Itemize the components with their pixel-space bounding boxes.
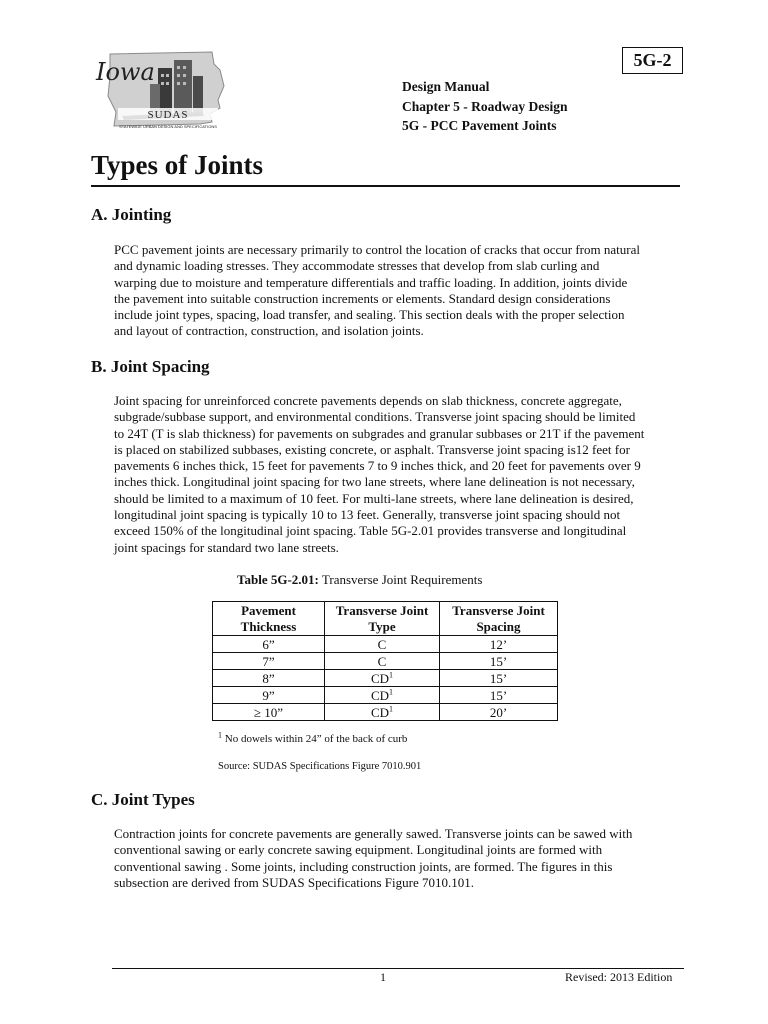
logo-name: SUDAS — [147, 109, 189, 121]
header-section: 5G - PCC Pavement Joints — [402, 118, 557, 133]
header-joint-spacing: Transverse Joint Spacing — [440, 602, 558, 636]
header-pavement-thickness: Pavement Thickness — [213, 602, 325, 636]
page-number: 1 — [380, 970, 386, 984]
cell-type: $CD^1$ — [325, 687, 440, 704]
page-id-box: 5G-2 — [622, 47, 683, 74]
paragraph-jointing: PCC pavement joints are necessary primarily to control the location of cracks that occur from natural and dynamic loading stresses. They accommodate stresses that develop from slab curling and warping due to moisture and temperature differentials and traffic loading. In addition, joints divide the pavement into suitable construction increments or elements. Standard design considerations include joint types, spacing, load transfer, and sealing. This section deals with the proper selection and layout of contraction, construction, and isolation joints. — [114, 242, 640, 339]
cell-spacing: 12’ — [440, 636, 558, 653]
cell-thickness: 9” — [213, 687, 325, 704]
iowa-sudas-logo — [92, 46, 232, 132]
footnote-mark: 1 — [218, 730, 222, 740]
section-heading-joint-types: C. Joint Types — [91, 790, 195, 809]
table-caption-label: Table 5G-2.01: — [237, 572, 319, 587]
title-rule — [91, 185, 680, 187]
paragraph-joint-spacing: Joint spacing for unreinforced concrete pavements depends on slab thickness, concrete aggregate, subgrade/subbase support, and environmental conditions. Transverse joint spacing should be limited to 24T (T is slab thickness) for pavements on subgrades and granular subbases or 21T if the pavement is placed on stabilized subbases, existing concrete, or asphalt. Transverse joint spacing is12 feet for pavements 6 inches thick, 15 feet for pavements 7 to 9 inches thick, and 20 feet for pavements over 9 inches thick. Longitudinal joint spacing for two lane streets, where lane delineation is not necessary, should be limited to a maximum of 10 feet. For multi-lane streets, where lane delineation is desired, longitudinal joint spacing is typically 10 to 13 feet. Generally, transverse joint spacing should not exceed 150% of the longitudinal joint spacing. Table 5G-2.01 provides transverse and longitudinal joint spacings for standard two lane streets. — [114, 393, 645, 555]
section-heading-joint-spacing: B. Joint Spacing — [91, 357, 210, 376]
revision-note: Revised: 2013 Edition — [565, 970, 673, 984]
cell-type: $CD^1$ — [325, 704, 440, 721]
header-chapter: Chapter 5 - Roadway Design — [402, 98, 568, 114]
cell-spacing: 15’ — [440, 687, 558, 704]
cell-thickness: 7” — [213, 653, 325, 670]
cell-spacing: 15’ — [440, 670, 558, 687]
table-footnote — [218, 730, 408, 745]
section-heading-jointing: A. Jointing — [91, 205, 172, 224]
cell-type: C — [325, 653, 440, 670]
table-header-row — [213, 602, 558, 636]
cell-spacing: 20’ — [440, 704, 558, 721]
footer-rule — [112, 968, 684, 969]
table-row — [213, 704, 558, 721]
table-row — [213, 670, 558, 687]
cell-spacing: 15’ — [440, 653, 558, 670]
logo-word: Iowa — [96, 58, 155, 86]
page-title: Types of Joints — [91, 150, 264, 180]
header-manual: Design Manual — [402, 79, 490, 94]
table-row — [213, 636, 558, 653]
joint-requirements-table — [212, 601, 558, 721]
cell-thickness: 6” — [213, 636, 325, 653]
table-row — [213, 653, 558, 670]
table-source: Source: SUDAS Specifications Figure 7010.901 — [218, 761, 422, 772]
cell-thickness: 8” — [213, 670, 325, 687]
logo-tagline: STATEWIDE URBAN DESIGN AND SPECIFICATIONS — [119, 124, 217, 129]
table-caption — [237, 572, 482, 588]
document-header — [402, 77, 568, 136]
header-joint-type: Transverse Joint Type — [325, 602, 440, 636]
cell-type: C — [325, 636, 440, 653]
footnote-text: No dowels within 24” of the back of curb — [224, 733, 408, 745]
cell-thickness: ≥ 10” — [213, 704, 325, 721]
cell-type: $CD^1$ — [325, 670, 440, 687]
paragraph-joint-types: Contraction joints for concrete pavements are generally sawed. Transverse joints can be sawed with conventional sawing or early concrete sawing equipment. Longitudinal joints are formed with conventional sawing . Some joints, including construction joints, are formed. The figures in this subsection are derived from SUDAS Specifications Figure 7010.101. — [114, 826, 633, 890]
table-caption-text: Transverse Joint Requirements — [321, 572, 483, 587]
table-row — [213, 687, 558, 704]
